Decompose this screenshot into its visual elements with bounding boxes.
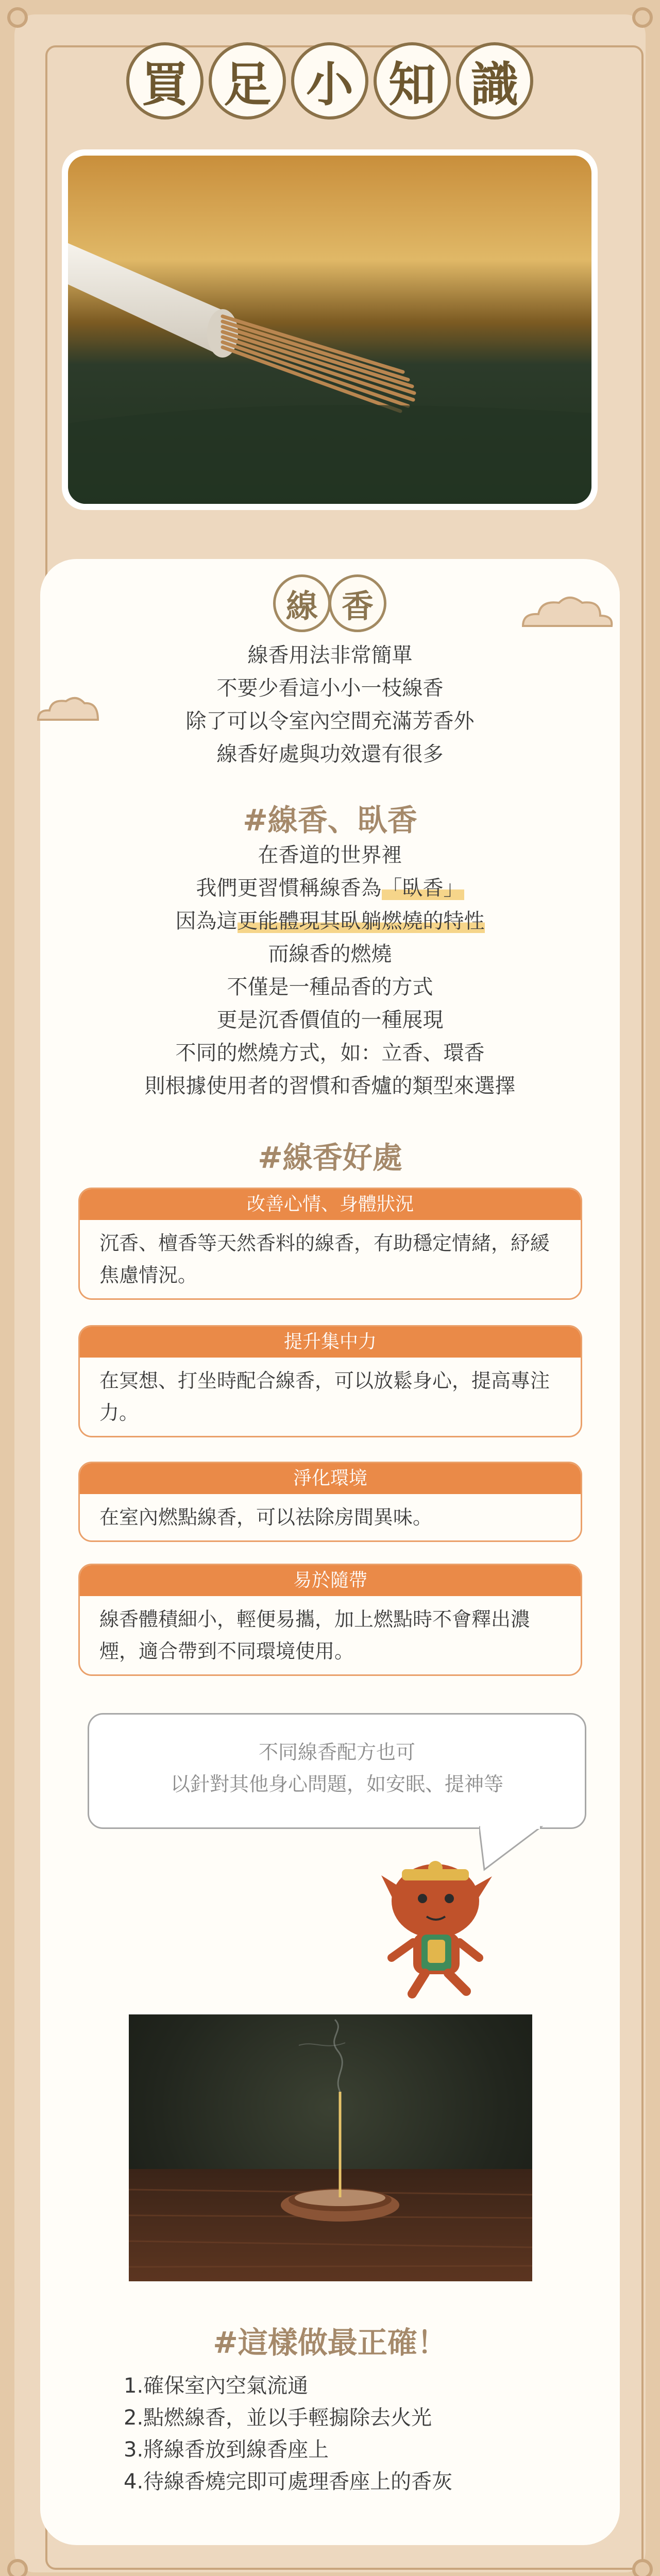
intro-badge-char: 香	[329, 574, 386, 632]
section-heading-lying: #線香、臥香	[243, 803, 417, 838]
highlight-text: 更能體現其臥躺燃燒的特性	[237, 909, 485, 933]
intro-line: 線香用法非常簡單	[247, 643, 413, 667]
lying-line: 更是沉香價值的一種展現	[216, 1008, 444, 1032]
benefit-card	[78, 1462, 582, 1542]
corner-ornament-tl	[7, 7, 28, 28]
lying-line: 不同的燃燒方式，如：立香、環香	[175, 1041, 485, 1065]
mascot-character	[381, 1844, 495, 1999]
intro-line: 除了可以令室內空間充滿芳香外	[185, 709, 475, 733]
intro-line: 不要少看這小小一枝線香	[216, 676, 444, 700]
incense-holder-photo	[129, 2014, 532, 2281]
lying-line: 在香道的世界裡	[258, 843, 402, 867]
title-char: 知	[374, 42, 451, 120]
title-char: 識	[456, 42, 533, 120]
lying-line: 而線香的燃燒	[268, 942, 392, 966]
corner-ornament-br	[632, 2559, 653, 2576]
benefit-title: 易於隨帶	[80, 1565, 581, 1596]
benefit-title: 改善心情、身體狀況	[80, 1189, 581, 1220]
benefit-body: 線香體積細小，輕便易攜，加上燃點時不會釋出濃煙，適合帶到不同環境使用。	[99, 1608, 531, 1663]
benefit-body: 在室內燃點線香，可以祛除房間異味。	[99, 1506, 433, 1529]
section-heading-howto: #這樣做最正確！	[213, 2325, 447, 2360]
lying-line2-pre: 我們更習慣稱線香為	[196, 876, 382, 900]
lying-line	[0, 905, 660, 938]
section-heading-benefits: #線香好處	[258, 1140, 402, 1175]
incense-stick-photo	[68, 156, 591, 504]
cloud-icon	[518, 592, 616, 631]
steps-list	[124, 2370, 587, 2498]
speech-bubble	[88, 1713, 586, 1829]
page-title	[126, 42, 533, 125]
list-item: 1.確保室內空氣流通	[124, 2374, 309, 2398]
title-char: 足	[209, 42, 286, 120]
benefit-card	[78, 1564, 582, 1676]
benefit-card	[78, 1325, 582, 1437]
list-item: 3.將線香放到線香座上	[124, 2438, 329, 2462]
lying-line	[0, 872, 660, 905]
title-char: 買	[126, 42, 204, 120]
lying-line: 則根據使用者的習慣和香爐的類型來選擇	[144, 1074, 516, 1098]
title-char: 小	[291, 42, 368, 120]
corner-ornament-bl	[7, 2559, 28, 2576]
benefit-title: 淨化環境	[80, 1463, 581, 1494]
benefit-title: 提升集中力	[80, 1327, 581, 1358]
hero-photo-frame	[62, 149, 598, 510]
benefit-body: 沉香、檀香等天然香料的線香，有助穩定情緒，紓緩焦慮情況。	[99, 1232, 550, 1286]
corner-ornament-tr	[632, 7, 653, 28]
intro-badge-char: 線	[273, 574, 331, 632]
speech-line: 以針對其他身心問題，如安眠、提神等	[170, 1773, 503, 1795]
list-item: 4.待線香燒完即可處理香座上的香灰	[124, 2470, 453, 2494]
intro-line: 線香好處與功效還有很多	[216, 742, 444, 766]
highlight-text: 「臥香」	[381, 876, 464, 900]
benefit-body: 在冥想、打坐時配合線香，可以放鬆身心，提高專注力。	[99, 1369, 550, 1424]
lying-line: 不僅是一種品香的方式	[227, 975, 433, 999]
lying-line3-pre: 因為這	[175, 909, 238, 933]
list-item: 2.點燃線香，並以手輕搧除去火光	[124, 2406, 432, 2430]
benefit-card	[78, 1188, 582, 1300]
speech-line: 不同線香配方也可	[258, 1741, 415, 1764]
